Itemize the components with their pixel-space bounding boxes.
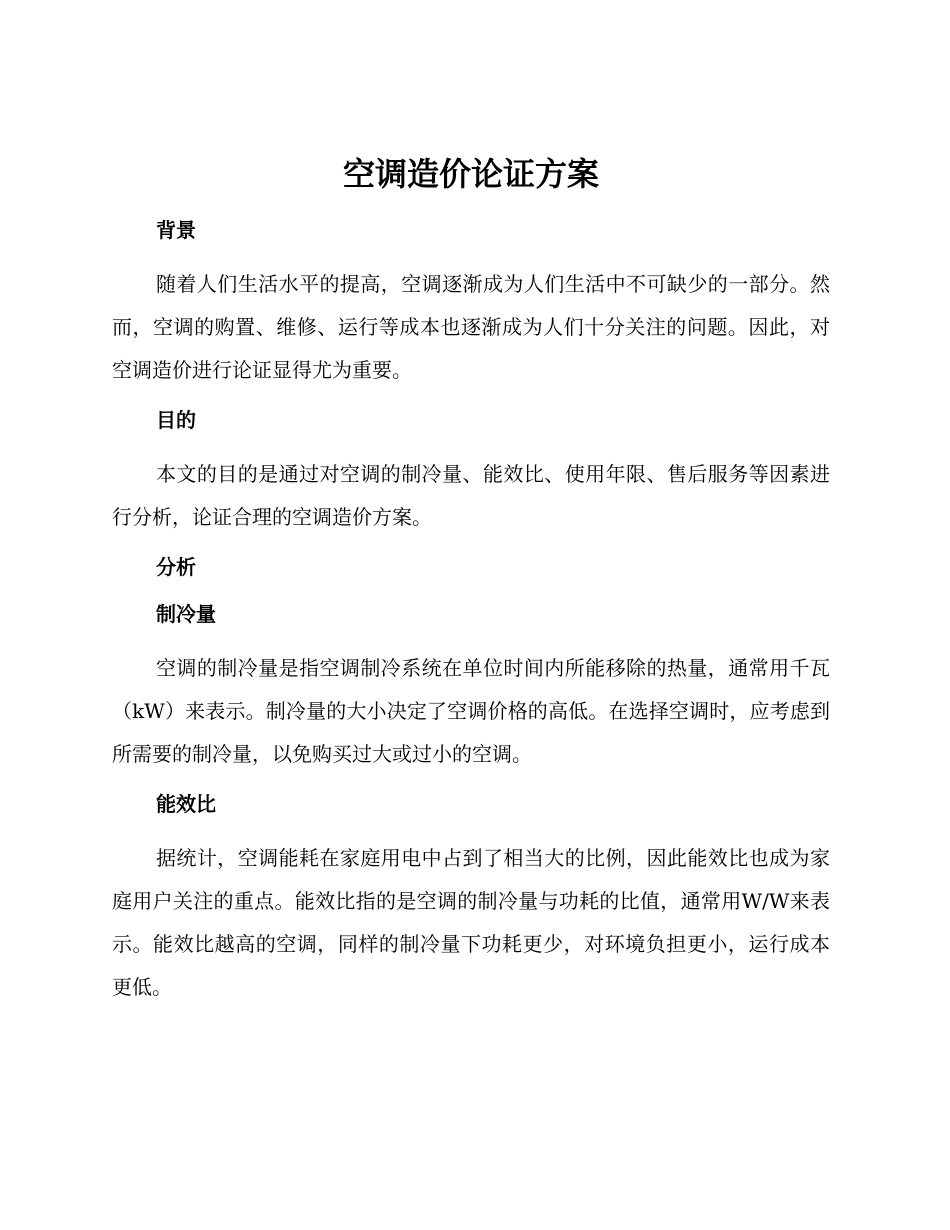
section-paragraph-background: 随着人们生活水平的提高，空调逐渐成为人们生活中不可缺少的一部分。然而，空调的购置、维修、运行等成本也逐渐成为人们十分关注的问题。因此，对空调造价进行论证显得尤为重要。	[112, 272, 830, 382]
document-title: 空调造价论证方案	[342, 155, 599, 193]
section-heading-cooling-capacity: 制冷量	[156, 602, 216, 626]
section-paragraph-purpose: 本文的目的是通过对空调的制冷量、能效比、使用年限、售后服务等因素进行分析，论证合理的空调造价方案。	[112, 462, 830, 529]
section-heading-analysis: 分析	[156, 555, 196, 579]
section-heading-energy-efficiency: 能效比	[156, 792, 216, 816]
document-page	[112, 150, 830, 1023]
section-heading-background: 背景	[156, 218, 196, 242]
section-paragraph-energy-efficiency: 据统计，空调能耗在家庭用电中占到了相当大的比例，因此能效比也成为家庭用户关注的重点。能效比指的是空调的制冷量与功耗的比值，通常用W/W来表示。能效比越高的空调，同样的制冷量下功耗更少，对环境负担更小，运行成本更低。	[112, 846, 830, 999]
section-paragraph-cooling-capacity: 空调的制冷量是指空调制冷系统在单位时间内所能移除的热量，通常用千瓦（kW）来表示。制冷量的大小决定了空调价格的高低。在选择空调时，应考虑到所需要的制冷量，以免购买过大或过小的空调。	[112, 656, 830, 766]
section-heading-purpose: 目的	[156, 408, 196, 432]
